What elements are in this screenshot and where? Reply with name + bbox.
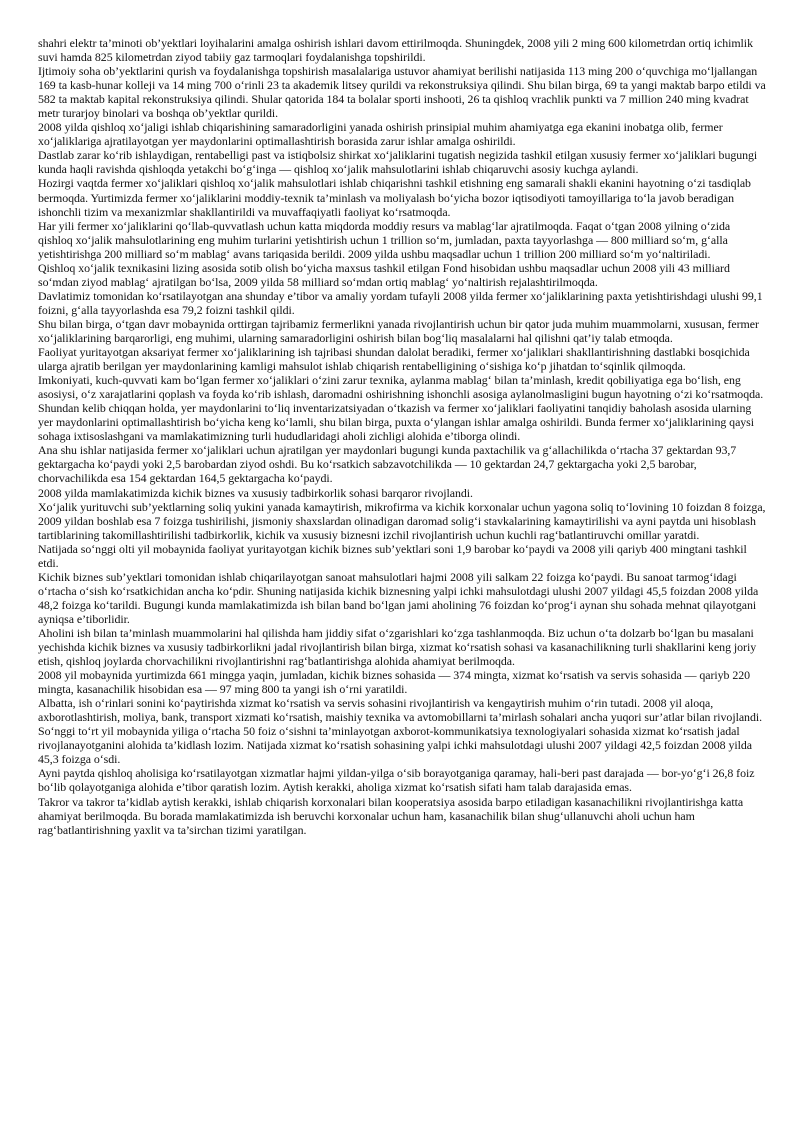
paragraph: Takror va takror ta’kidlab aytish kerakki, ishlab chiqarish korxonalari bilan kooperatsiya asosida barpo etiladigan kasanachilikni rivojlantirishga katta ahamiyat berilmoqda. Bu borada mamlakatimizda ish beruvchi korxonalar uchun ham, kasanachilik bilan shug‘ullanuvchi aholi uchun ham rag‘batlantirishning yaxlit va ta’sirchan tizimi yaratilgan.: [38, 794, 744, 837]
paragraph: Davlatimiz tomonidan ko‘rsatilayotgan ana shunday e’tibor va amaliy yordam tufayli 2008 yilda fermer xo‘jaliklarining paxta yetishtirishdagi ulushi 99,1 foizni, g‘alla tayyorlashda esa 79,2 foizni tashkil qildi.: [38, 288, 763, 317]
paragraph: Faoliyat yuritayotgan aksariyat fermer xo‘jaliklarining ish tajribasi shundan dalolat beradiki, fermer xo‘jaliklari shakllantirishning dastlabki bosqichida ularga ajratib berilgan yer maydonlarining kamligi mahsulot ishlab chiqarish rentabelligining o‘sishiga ko‘p jihatdan to‘sqinlik qilmoqda.: [38, 345, 750, 374]
paragraph: Shu bilan birga, o‘tgan davr mobaynida orttirgan tajribamiz fermerlikni yanada rivojlantirish uchun bir qator juda muhim muammolarni, xususan, fermer xo‘jaliklarining barqarorligi, eng muhimi, ularning samaradorligini oshirish bilan bog‘liq masalalarni hal qilishni qat’iy talab etmoqda.: [38, 316, 759, 345]
paragraph: Kichik biznes sub’yektlari tomonidan ishlab chiqarilayotgan sanoat mahsulotlari hajmi 2008 yili salkam 22 foizga ko‘paydi. Bu sanoat tarmog‘idagi o‘rtacha o‘sish ko‘rsatkichidan ancha ko‘pdir. Shuning natijasida kichik biznesning yalpi ichki mahsulotdagi ulushi 2007 yildagi 45,5 foizdan 2008 yilda 48,2 foizga ko‘tarildi. Bugungi kunda mamlakatimizda ish bilan band bo‘lgan jami aholining 76 foizdan ko‘prog‘i aynan shu sohada mehnat qilayotgani ayniqsa e’tiborlidir.: [38, 569, 759, 626]
paragraph: Har yili fermer xo‘jaliklarini qo‘llab-quvvatlash uchun katta miqdorda moddiy resurs va mablag‘lar ajratilmoqda. Faqat o‘tgan 2008 yilning o‘zida qishloq xo‘jalik mahsulotlarining eng muhim turlarini yetishtirish uchun 1 trillion so‘m, jumladan, paxta tayyorlashga — 800 milliard so‘m, g‘alla yetishtirishga 200 milliard so‘m mablag‘ avans tariqasida berildi. 2009 yilda ushbu maqsadlar uchun 1 trillion 200 milliard so‘m yo‘naltiriladi.: [38, 218, 731, 261]
paragraph: Aholini ish bilan ta’minlash muammolarini hal qilishda ham jiddiy sifat o‘zgarishlari ko‘zga tashlanmoqda. Biz uchun o‘ta dolzarb bo‘lgan bu masalani yechishda kichik biznes va xususiy tadbirkorlikni jadal rivojlantirish bilan birga, xizmat ko‘rsatish sohasi va kasanachilikning turli shakllarini keng joriy etish, qishloq joylarda chorvachilikni rivojlantirishni rag‘batlantirishga alohida ahamiyat berilmoqda.: [38, 625, 757, 669]
paragraph: 2008 yilda qishloq xo‘jaligi ishlab chiqarishining samaradorligini yanada oshirish prinsipial muhim ahamiyatga ega ekanini inobatga olib, fermer xo‘jaliklariga ajratilayotgan yer maydonlarini optimallashtirish borasida zarur ishlar amalga oshirildi.: [38, 120, 723, 149]
paragraph: 2008 yil mobaynida yurtimizda 661 mingga yaqin, jumladan, kichik biznes sohasida — 374 mingta, xizmat ko‘rsatish va servis sohasida — qariyb 220 mingta, kasanachilik hisobidan esa — 97 ming 800 ta yangi ish o‘rni yaratildi.: [38, 668, 751, 697]
paragraph: Shundan kelib chiqqan holda, yer maydonlarini to‘liq inventarizatsiyadan o‘tkazish va fermer xo‘jaliklari faoliyatini tanqidiy baholash asosida ularning yer maydonlarini optimallashtirish bo‘yicha keng ko‘lamli, shu bilan birga, puxta o‘ylangan ishlar amalga oshirildi. Bunda fermer xo‘jaliklarining qaysi sohaga ixtisoslashgani va mamlakatimizning turli hududlaridagi aholi zichligi alohida e’tiborga olindi.: [38, 401, 755, 444]
paragraph: Ijtimoiy soha ob’yektlarini qurish va foydalanishga topshirish masalalariga ustuvor ahamiyat berilishi natijasida 113 ming 200 o‘quvchiga mo‘ljallangan 169 ta kasb-hunar kolleji va 14 ming 700 o‘rinli 23 ta akademik litsey qurildi va rekonstruksiya qilindi. Shu bilan birga, 69 ta yangi maktab barpo etildi va 582 ta maktab kapital rekonstruksiya qilindi. Shular qatorida 184 ta bolalar sporti inshooti, 26 ta qishloq vrachlik punkti va 7 million 240 ming kvadrat metr turarjoy binolari va boshqa ob’yektlar qurildi.: [38, 64, 766, 121]
paragraph: shahri elektr ta’minoti ob’yektlari loyihalarini amalga oshirish ishlari davom ettirilmoqda. Shuningdek, 2008 yili 2 ming 600 kilometrdan ortiq ichimlik suvi hamda 825 kilometrdan ziyod tabiiy gaz tarmoqlari foydalanishga topshirildi.: [38, 36, 753, 65]
paragraph: Qishloq xo‘jalik texnikasini lizing asosida sotib olish bo‘yicha maxsus tashkil etilgan Fond hisobidan ushbu maqsadlar uchun 2008 yili 43 milliard so‘mdan ziyod mablag‘ ajratilgan bo‘lsa, 2009 yilda 58 milliard so‘mdan ortiq mablag‘ yo‘naltirish rejalashtirilmoqda.: [38, 260, 730, 289]
paragraph: Hozirgi vaqtda fermer xo‘jaliklari qishloq xo‘jalik mahsulotlari ishlab chiqarishni tashkil etishning eng samarali shakli ekanini hayotning o‘zi tasdiqlab bermoqda. Yurtimizda fermer xo‘jaliklarini moddiy-texnik ta’minlash va moliyalash bo‘yicha bozor iqtisodiyoti tamoyillariga to‘la javob beradigan ishonchli tizim va mexanizmlar shakllantirildi va muvaffaqiyatli faoliyat ko‘rsatmoqda.: [38, 176, 751, 219]
paragraph: Dastlab zarar ko‘rib ishlaydigan, rentabelligi past va istiqbolsiz shirkat xo‘jaliklarini tugatish negizida tashkil etilgan xususiy fermer xo‘jaliklari bugungi kunda haqli ravishda qishloqda yetakchi bo‘g‘inga — qishloq xo‘jalik mahsulotlarini ishlab chiqaruvchi asosiy kuchga aylandi.: [38, 148, 758, 177]
paragraph: Ana shu ishlar natijasida fermer xo‘jaliklari uchun ajratilgan yer maydonlari bugungi kunda paxtachilik va g‘allachilikda o‘rtacha 37 gektardan 93,7 gektargacha ko‘paydi yoki 2,5 barobardan ziyod oshdi. Bu ko‘rsatkich sabzavotchilikda — 10 gektardan 24,7 gektargacha yoki 2,5 barobar, chorvachilikda esa 154 gektardan 164,5 gektargacha ko‘paydi.: [38, 443, 737, 486]
paragraph: Albatta, ish o‘rinlari sonini ko‘paytirishda xizmat ko‘rsatish va servis sohasini rivojlantirish va kengaytirish muhim o‘rin tutadi. 2008 yil aloqa, axborotlashtirish, moliya, bank, transport xizmati ko‘rsatish, maishiy texnika va avtomobillarni ta’mirlash sohalari ancha yuqori sur’atlar bilan rivojlandi. So‘nggi to‘rt yil mobaynida yiliga o‘rtacha 50 foiz o‘sishni ta’minlayotgan axborot-kommunikatsiya texnologiyalari sohasida xizmat ko‘rsatish jadal rivojlanayotganini alohida ta’kidlash lozim. Natijada xizmat ko‘rsatish sohasining yalpi ichki mahsulotdagi ulushi 2007 yildagi 42,5 foizdan 2008 yilda 45,3 foizga o‘sdi.: [38, 696, 763, 767]
paragraph: Xo‘jalik yurituvchi sub’yektlarning soliq yukini yanada kamaytirish, mikrofirma va kichik korxonalar uchun yagona soliq to‘lovining 10 foizdan 8 foizga, 2009 yildan boshlab esa 7 foizga tushirilishi, jismoniy shaxslardan olinadigan daromad solig‘i stavkalarining kamaytirilishi va ayni paytda uni hisoblash tartiblarining takomillashtirilishi tadbirkorlik, kichik va xususiy biznesni izchil rivojlantirish uchun kuchli rag‘batlantiruvchi omillar yaratdi.: [38, 499, 766, 542]
paragraph: 2008 yilda mamlakatimizda kichik biznes va xususiy tadbirkorlik sohasi barqaror rivojlandi.: [38, 485, 473, 500]
paragraph: Ayni paytda qishloq aholisiga ko‘rsatilayotgan xizmatlar hajmi yildan-yilga o‘sib borayotganiga qaramay, hali-beri past darajada — bor-yo‘g‘i 26,8 foiz bo‘lib qolayotganiga alohida e’tibor qaratish lozim. Aytish kerakki, aholiga xizmat ko‘rsatish sifati ham talab darajasida emas.: [38, 766, 755, 795]
paragraph: Imkoniyati, kuch-quvvati kam bo‘lgan fermer xo‘jaliklari o‘zini zarur texnika, aylanma mablag‘ bilan ta’minlash, kredit qobiliyatiga ega bo‘lish, eng asosiysi, o‘z xarajatlarini qoplash va foyda ko‘rib ishlash, daromadni oshirishning ishonchli asosiga aylanolmasligini bugun hayotning o‘zi ko‘rsatmoqda.: [38, 373, 764, 402]
paragraph: Natijada so‘nggi olti yil mobaynida faoliyat yuritayotgan kichik biznes sub’yektlari soni 1,9 barobar ko‘paydi va 2008 yili qariyb 400 mingtani tashkil etdi.: [38, 541, 747, 570]
